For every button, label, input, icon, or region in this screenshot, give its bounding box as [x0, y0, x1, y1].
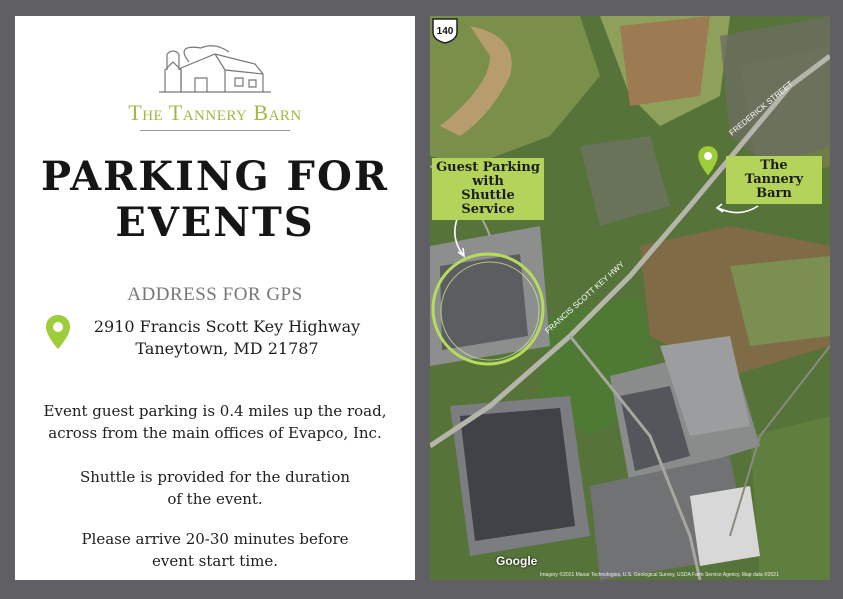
- logo: [15, 40, 415, 131]
- route-shield-number: 140: [436, 26, 454, 37]
- parking-info-line-1: Event guest parking is 0.4 miles up the road,: [43, 402, 387, 420]
- road-labels: [430, 16, 830, 580]
- tannery-barn-callout: [726, 156, 822, 204]
- map-credit: Imagery ©2021 Maxar Technologies, U.S. Geological Survey, USDA Farm Service Agency, Map data ©2021: [540, 572, 779, 578]
- guest-parking-callout-line-1: Guest Parking: [436, 160, 540, 175]
- parking-info: [25, 400, 405, 444]
- guest-parking-callout-line-2: with: [472, 174, 504, 189]
- map-pin-icon: [45, 314, 71, 350]
- address-street: 2910 Francis Scott Key Highway: [93, 317, 361, 336]
- page-title-line-2: EVENTS: [115, 199, 315, 246]
- shuttle-info: [25, 466, 405, 510]
- google-logo: Google: [496, 554, 538, 568]
- road-label-frederick: FREDERICK STREET: [727, 79, 795, 138]
- route-shield-icon: [430, 16, 460, 44]
- guest-parking-callout-line-3: Shuttle Service: [461, 188, 515, 217]
- address-text: [77, 316, 377, 360]
- arrival-info-line-1: Please arrive 20-30 minutes before: [81, 530, 349, 548]
- arrival-info: [25, 528, 405, 572]
- address-city: Taneytown, MD 21787: [135, 339, 319, 358]
- shuttle-info-line-2: of the event.: [167, 490, 263, 508]
- parking-info-line-2: across from the main offices of Evapco, Inc.: [48, 424, 382, 442]
- brand-name: The Tannery Barn: [128, 100, 302, 125]
- guest-parking-callout: [432, 158, 544, 220]
- shuttle-info-line-1: Shuttle is provided for the duration: [79, 468, 351, 486]
- info-card: [15, 16, 415, 580]
- tannery-barn-callout-line-1: The Tannery: [744, 158, 804, 187]
- page-title-line-1: PARKING FOR: [40, 153, 390, 200]
- arrival-info-line-2: event start time.: [151, 552, 278, 570]
- brand-divider: [140, 130, 290, 131]
- barn-icon: [155, 40, 275, 98]
- page-title: [15, 154, 415, 246]
- tannery-barn-callout-line-2: Barn: [756, 186, 792, 201]
- address-title: ADDRESS FOR GPS: [127, 284, 303, 305]
- aerial-map[interactable]: [430, 16, 830, 580]
- road-label-fsk: FRANCIS SCOTT KEY HWY: [543, 259, 627, 336]
